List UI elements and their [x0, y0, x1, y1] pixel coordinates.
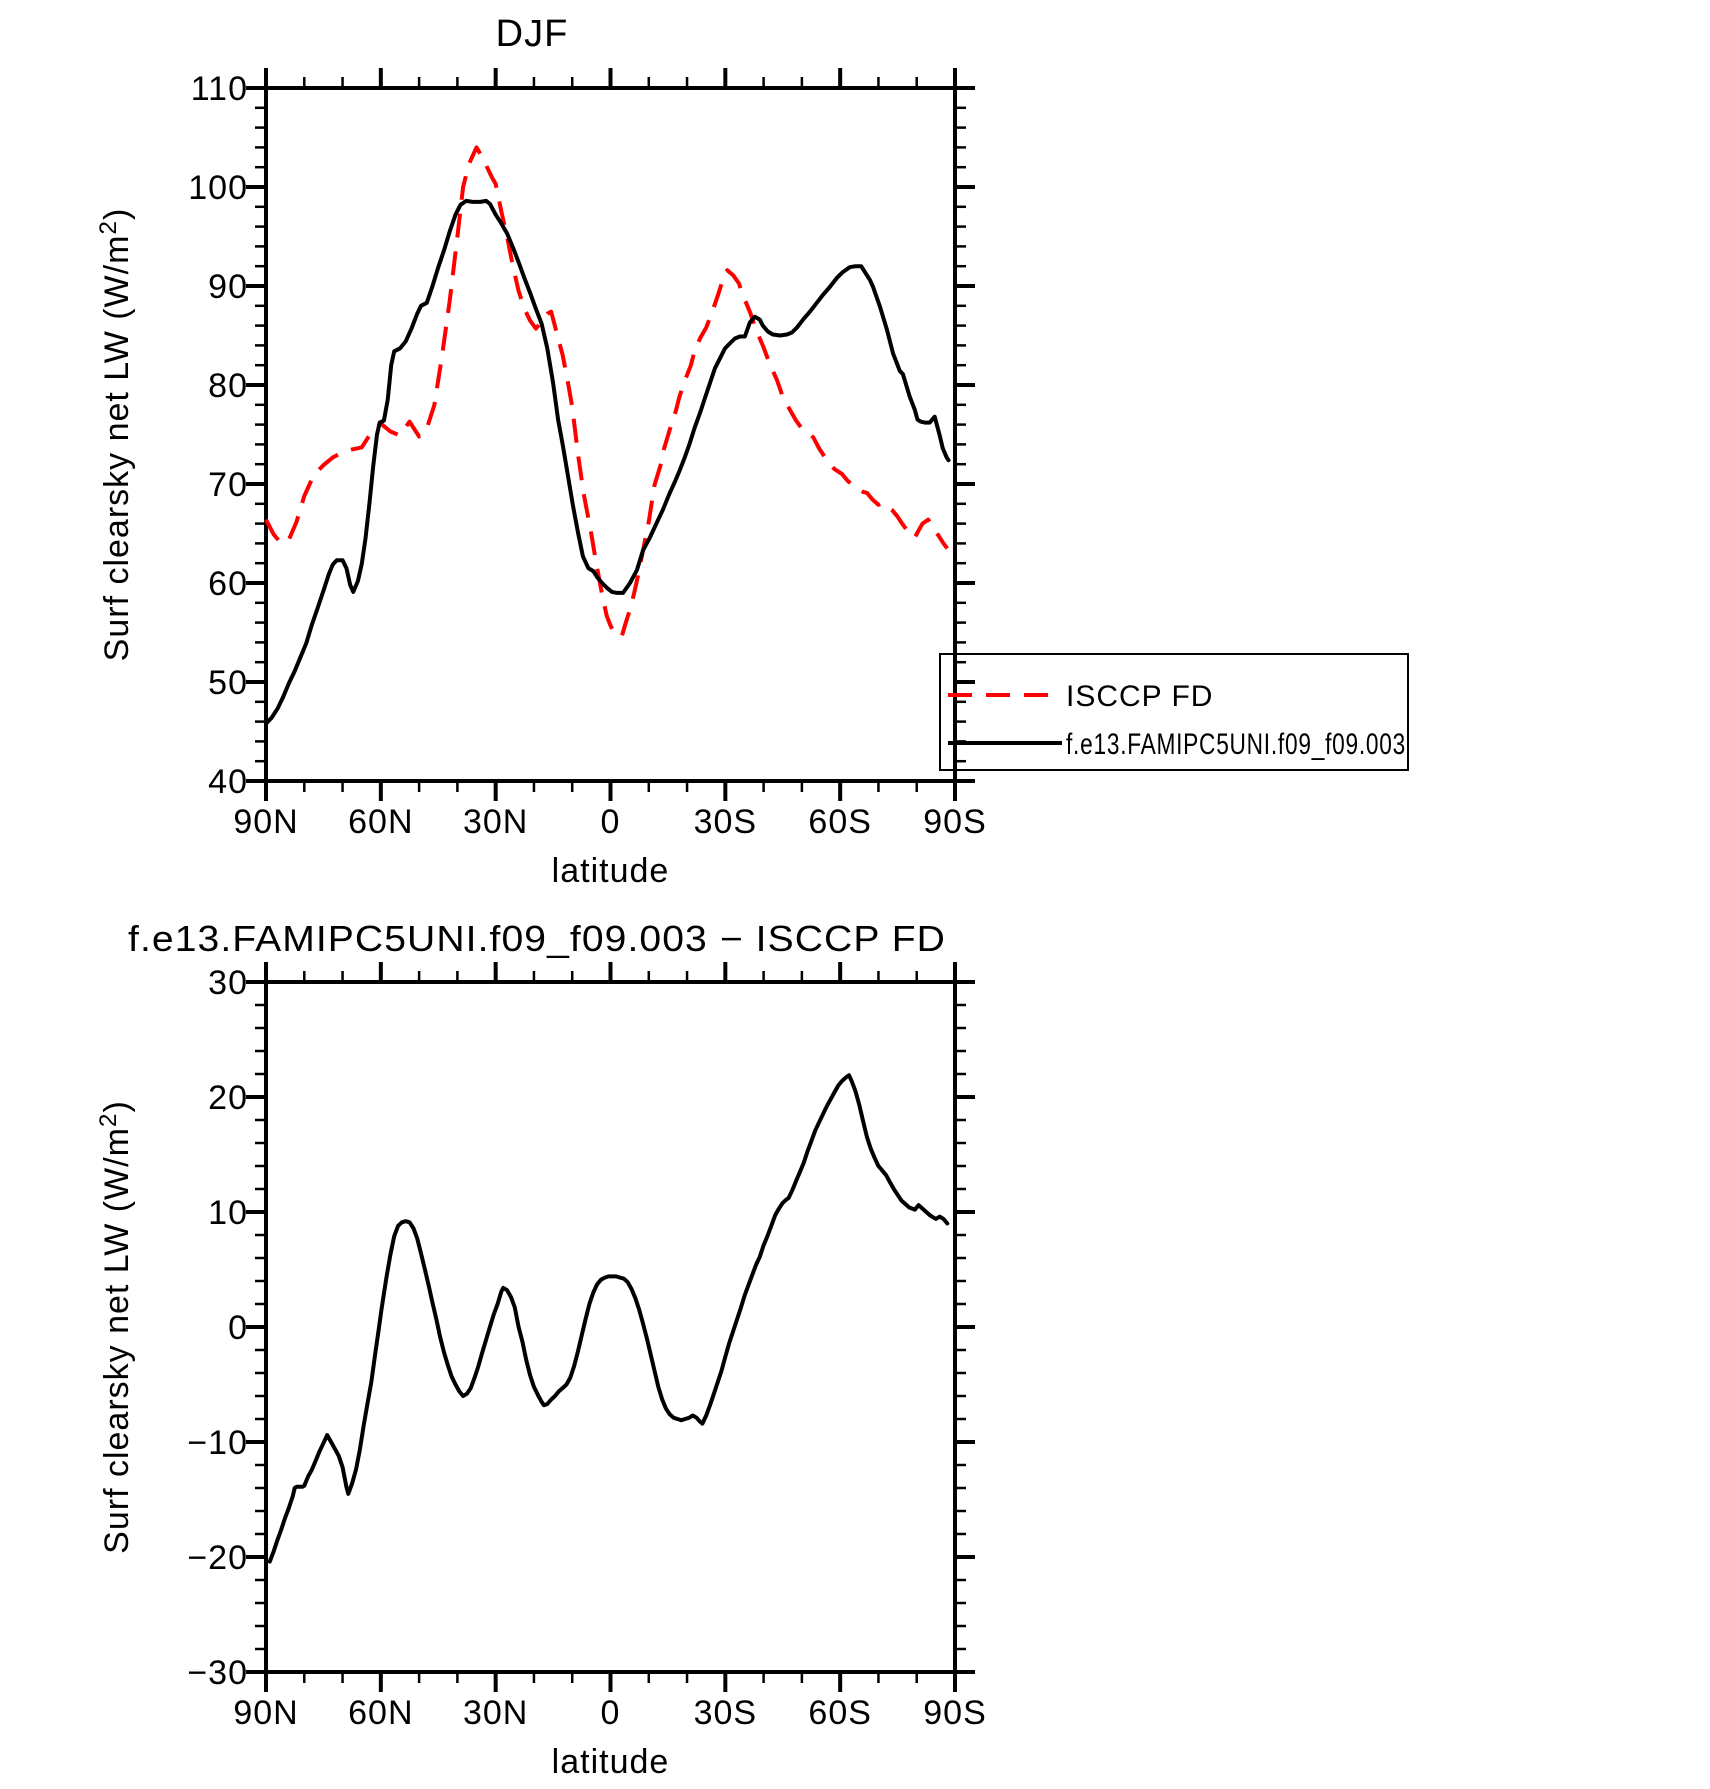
x-tick-label: 90N — [233, 1694, 299, 1732]
x-tick-label: 0 — [600, 803, 621, 841]
x-tick-label: 60N — [348, 803, 414, 841]
x-tick-label: 0 — [600, 1694, 621, 1732]
y-tick-label: 10 — [208, 1194, 248, 1232]
y-tick-label: 100 — [188, 169, 248, 207]
difference-series-line — [270, 1075, 948, 1561]
x-tick-label: 60N — [348, 1694, 414, 1732]
x-tick-label: 90S — [923, 1694, 987, 1732]
x-tick-label: 90S — [923, 803, 987, 841]
x-tick-label: 60S — [808, 1694, 872, 1732]
bottom-panel — [95, 918, 987, 1781]
y-axis-label: Surf clearsky net LW $(W/m^2)$ — [95, 207, 136, 662]
x-tick-label: 30N — [462, 803, 529, 841]
x-tick-label: 60S — [808, 803, 872, 841]
y-tick-label: 40 — [208, 763, 248, 801]
y-tick-label: 50 — [208, 664, 248, 702]
y-tick-label: 60 — [208, 565, 248, 603]
panel-frame — [266, 88, 955, 781]
y-tick-label: 30 — [208, 964, 248, 1002]
y-tick-label: 80 — [208, 367, 248, 405]
y-tick-label: 90 — [208, 268, 248, 306]
legend-label: ISCCP FD — [1066, 680, 1214, 713]
x-axis-label: latitude — [551, 852, 670, 890]
isccp-fd-series-line — [266, 147, 947, 636]
legend-label: f.e13.FAMIPC5UNI.f09_f09.003 — [1066, 728, 1406, 761]
y-tick-label: −30 — [187, 1654, 248, 1692]
y-tick-label: 0 — [228, 1309, 248, 1347]
x-tick-label: 30N — [462, 1694, 529, 1732]
x-tick-label: 30S — [693, 803, 758, 841]
legend — [940, 654, 1408, 770]
y-tick-label: 110 — [190, 70, 248, 108]
y-tick-label: 20 — [208, 1079, 248, 1117]
y-axis-label: Surf clearsky net LW $(W/m^2)$ — [95, 1100, 136, 1554]
x-tick-label: 90N — [233, 803, 299, 841]
panel-title: DJF — [495, 13, 569, 55]
y-tick-label: −10 — [187, 1424, 248, 1462]
top-panel — [95, 13, 987, 890]
panel-title: f.e13.FAMIPC5UNI.f09_f09.003 − ISCCP FD — [128, 918, 946, 959]
x-axis-label: latitude — [551, 1743, 670, 1781]
y-tick-label: −20 — [187, 1539, 248, 1577]
y-tick-label: 70 — [208, 466, 248, 504]
model-series-line — [266, 201, 949, 724]
x-tick-label: 30S — [693, 1694, 758, 1732]
